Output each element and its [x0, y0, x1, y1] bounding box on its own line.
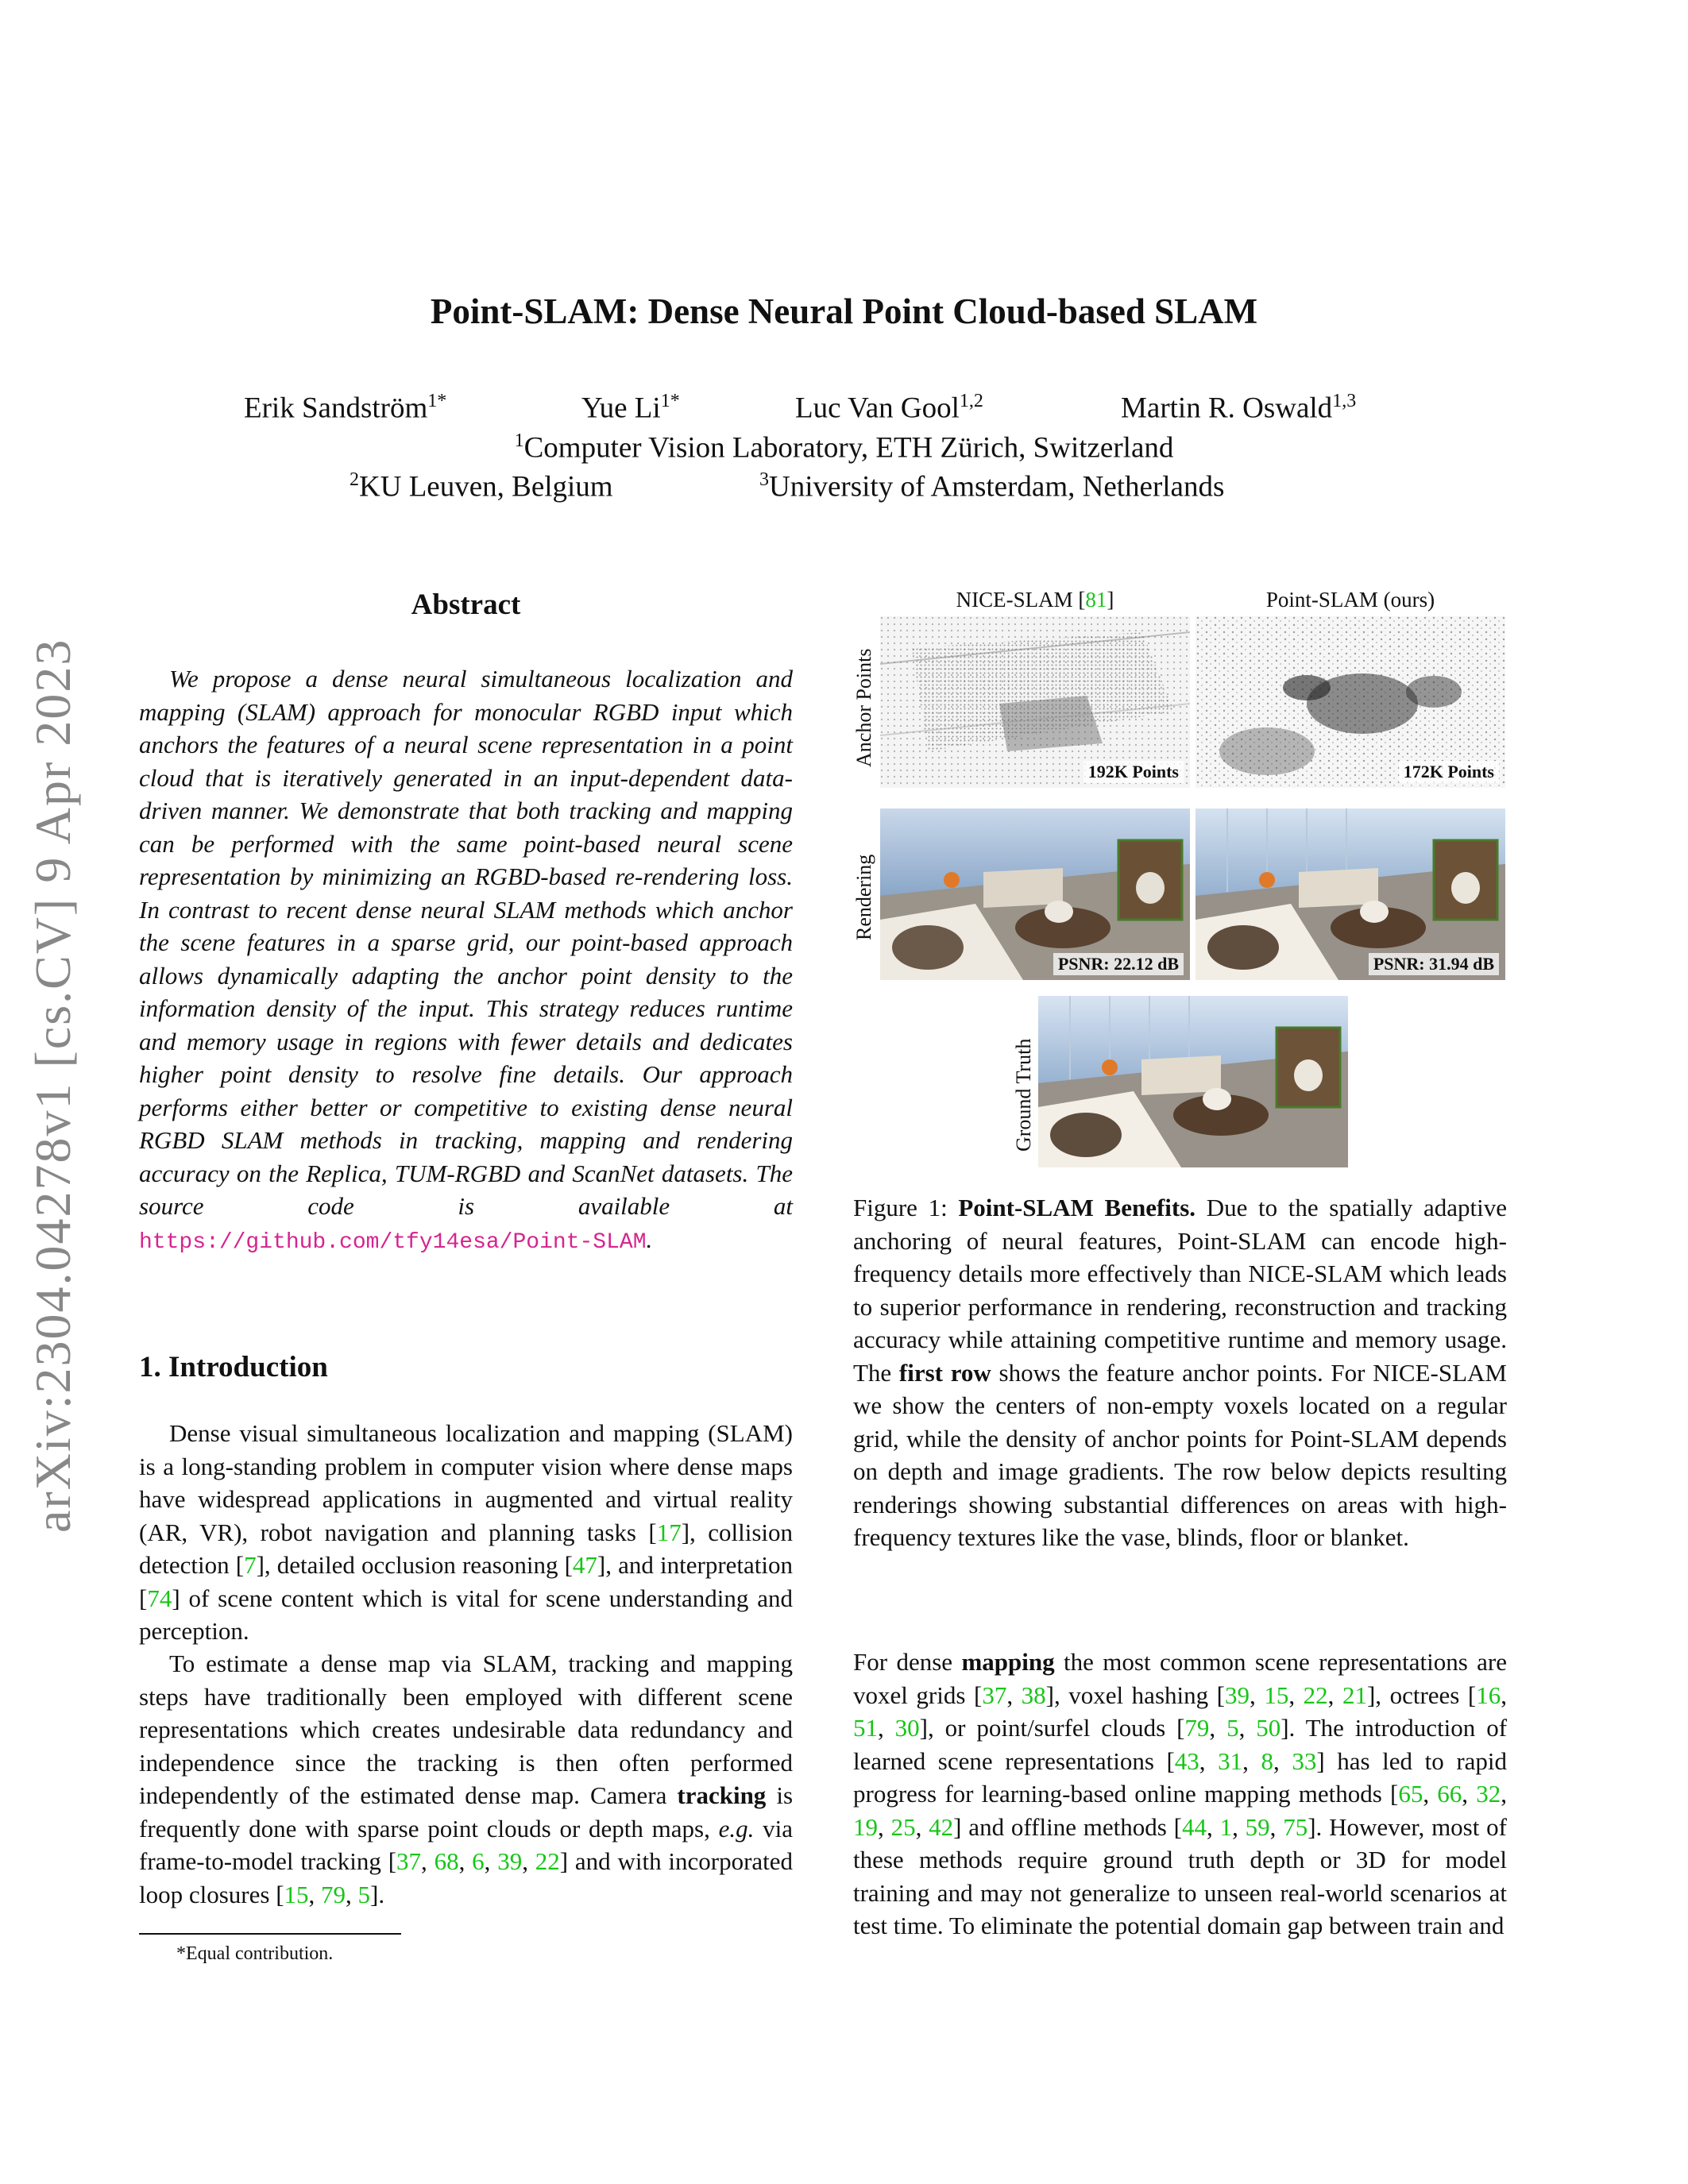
cite-link[interactable]: 15	[284, 1880, 309, 1908]
affiliation-3: $^3$University of Amsterdam, Netherlands	[759, 469, 1225, 504]
cite-link[interactable]: 19	[853, 1812, 878, 1841]
affiliation-2: $^2$KU Leuven, Belgium	[350, 469, 613, 504]
figure-caption: Figure 1: Point-SLAM Benefits. Due to the spatially adaptive anchoring of neural features, Point-SLAM can encode high-frequency details more effectively than NICE-SLAM which leads to superior performance in rendering, reconstruction and tracking accuracy while attaining competitive runtime and memory usage. The first row shows the feature anchor points. For NICE-SLAM we show the centers of non-empty voxels located on a regular grid, while the density of anchor points for Point-SLAM depends on depth and image gradients. The row below depicts resulting renderings showing substantial differences on areas with high-frequency textures like the vase, blinds, floor or blanket.	[853, 1194, 1507, 1551]
cite-link[interactable]: 43	[1174, 1746, 1199, 1775]
page-title: Point-SLAM: Dense Neural Point Cloud-based SLAM	[430, 291, 1258, 331]
footnote-rule	[139, 1933, 401, 1935]
citation-group: 44, 1, 59, 75	[1181, 1812, 1308, 1841]
cite-link[interactable]: 5	[357, 1880, 371, 1908]
point-count-point-slam: 172K Points	[1399, 761, 1499, 783]
arxiv-stamp: arXiv:2304.04278v1 [cs.CV] 9 Apr 2023	[25, 638, 81, 1533]
col-label-nice-slam: NICE-SLAM [81]	[956, 588, 1114, 612]
code-link[interactable]: https://github.com/tfy14esa/Point-SLAM	[139, 1229, 647, 1255]
cite-link[interactable]: 74	[147, 1584, 172, 1612]
cite-link[interactable]: 5	[1226, 1714, 1239, 1742]
cite-link[interactable]: 22	[535, 1847, 560, 1875]
cite-link[interactable]: 6	[472, 1847, 485, 1875]
cite-link[interactable]: 7	[244, 1551, 257, 1579]
cite-link[interactable]: 75	[1283, 1812, 1308, 1841]
cite-link[interactable]: 50	[1256, 1714, 1281, 1742]
cite-link[interactable]: 66	[1437, 1780, 1462, 1808]
abstract-end: .	[646, 1225, 653, 1253]
cite-link[interactable]: 32	[1476, 1780, 1501, 1808]
rendering-nice-slam	[880, 808, 1190, 980]
abstract-body: We propose a dense neural simultaneous localization and mapping (SLAM) approach for monocular RGBD input which anchors the features of a neural scene representation in a point cloud that is iteratively generated in an input-dependent data-driven manner. We demonstrate that both tracking and mapping can be performed with the same point-based neural scene representation by minimizing an RGBD-based re-rendering loss. In contrast to recent dense neural SLAM methods which anchor the scene features in a sparse grid, our point-based approach allows dynamically adapting the anchor point density to the information density of the input. This strategy reduces runtime and memory usage in regions with fewer details and dedicates higher point density to resolve fine details. Our approach performs either better or competitive to existing dense neural RGBD SLAM methods in tracking, mapping and rendering accuracy on the Replica, TUM-RGBD and ScanNet datasets. The source code is available at	[139, 665, 793, 1220]
author-1: Erik Sandström$^{1*}$	[244, 391, 447, 425]
cite-link[interactable]: 1	[1219, 1812, 1233, 1841]
abstract-text	[139, 662, 793, 1259]
cite-link[interactable]: 30	[894, 1714, 920, 1742]
cite-link[interactable]: 81	[1085, 588, 1107, 612]
cite-link[interactable]: 38	[1021, 1680, 1046, 1709]
ground-truth-image	[1038, 996, 1348, 1167]
abstract-heading: Abstract	[411, 588, 521, 621]
cite-link[interactable]: 44	[1181, 1812, 1207, 1841]
point-count-nice-slam: 192K Points	[1083, 761, 1184, 783]
row-label-rendering: Rendering	[852, 854, 875, 940]
citation-group: 39, 15, 22, 21	[1225, 1680, 1367, 1709]
author-3: Luc Van Gool$^{1,2}$	[795, 391, 983, 425]
col-label-point-slam: Point-SLAM (ours)	[1265, 588, 1435, 612]
rendering-point-slam	[1196, 808, 1505, 980]
row-label-ground-truth: Ground Truth	[1012, 1038, 1035, 1152]
cite-link[interactable]: 65	[1398, 1780, 1423, 1808]
cite-link[interactable]: 79	[321, 1880, 346, 1908]
cite-link[interactable]: 17	[656, 1518, 682, 1546]
intro-para-1: Dense visual simultaneous localization and mapping (SLAM) is a long-standing problem in computer vision where dense maps have widespread applications in augmented and virtual reality (AR, VR), robot navigation and planning tasks [17], collision detection [7], detailed occlusion reasoning [47], and interpretation [74] of scene content which is vital for scene understanding and perception.	[139, 1419, 793, 1645]
cite-link[interactable]: 15	[1264, 1680, 1289, 1709]
cite-link[interactable]: 33	[1292, 1746, 1317, 1775]
intro-heading: 1. Introduction	[139, 1351, 328, 1383]
cite-link[interactable]: 37	[396, 1847, 422, 1875]
anchor-points-nice-slam	[880, 616, 1190, 788]
cite-link[interactable]: 47	[572, 1551, 597, 1579]
author-4: Martin R. Oswald$^{1,3}$	[1121, 391, 1357, 425]
cite-link[interactable]: 39	[1225, 1680, 1250, 1709]
cite-link[interactable]: 59	[1245, 1812, 1270, 1841]
cite-link[interactable]: 51	[853, 1714, 878, 1742]
citation-group: 37, 38	[982, 1680, 1046, 1709]
anchor-points-point-slam	[1196, 616, 1505, 788]
cite-link[interactable]: 39	[497, 1847, 523, 1875]
cite-link[interactable]: 68	[434, 1847, 459, 1875]
cite-link[interactable]: 42	[929, 1812, 954, 1841]
psnr-point-slam: PSNR: 31.94 dB	[1369, 953, 1499, 975]
footnote: *Equal contribution.	[176, 1943, 334, 1964]
row-label-anchor-points: Anchor Points	[852, 648, 875, 767]
cite-link[interactable]: 16	[1476, 1680, 1501, 1709]
affiliation-line-1: $^1$Computer Vision Laboratory, ETH Zürich, Switzerland	[514, 430, 1174, 465]
citation-group: 16, 51, 30	[853, 1680, 1507, 1742]
citation-group-1: 37, 68, 6, 39, 22	[396, 1847, 560, 1875]
psnr-nice-slam: PSNR: 22.12 dB	[1053, 953, 1184, 975]
intro-para-2: To estimate a dense map via SLAM, tracking and mapping steps have traditionally been employed with different scene representations which creates undesirable data redundancy and independence since the tracking is then often performed independently of the estimated dense map. Camera tracking is frequently done with sparse point clouds or depth maps, e.g. via frame-to-model tracking [37, 68, 6, 39, 22] and with incorporated loop closures [15, 79, 5].	[139, 1650, 794, 1908]
citation-group: 65, 66, 32, 19, 25, 42	[853, 1780, 1507, 1841]
cite-link[interactable]: 21	[1342, 1680, 1367, 1709]
citation-group-2: 15, 79, 5	[284, 1880, 371, 1908]
author-2: Yue $Li^{1*}$	[581, 391, 680, 425]
mapping-para: For dense mapping the most common scene representations are voxel grids [37, 38], voxel hashing [39, 15, 22, 21], octrees [16, 51, 30], or point/surfel clouds [79, 5, 50]. The introduction of learned scene representations [43, 31, 8, 33] has led to rapid progress for learning-based online mapping methods [65, 66, 32, 19, 25, 42] and offline methods [44, 1, 59, 75]. However, most of these methods require ground truth depth or 3D for model training and may not generalize to unseen real-world scenarios at test time. To eliminate the potential domain gap between train and	[853, 1648, 1508, 1939]
cite-link[interactable]: 79	[1184, 1714, 1210, 1742]
cite-link[interactable]: 25	[890, 1812, 916, 1841]
citation-group: 43, 31, 8, 33	[1174, 1746, 1317, 1775]
cite-link[interactable]: 37	[982, 1680, 1007, 1709]
cite-link[interactable]: 31	[1218, 1746, 1243, 1775]
citation-group: 79, 5, 50	[1184, 1714, 1281, 1742]
cite-link[interactable]: 8	[1261, 1746, 1273, 1775]
cite-link[interactable]: 22	[1303, 1680, 1328, 1709]
